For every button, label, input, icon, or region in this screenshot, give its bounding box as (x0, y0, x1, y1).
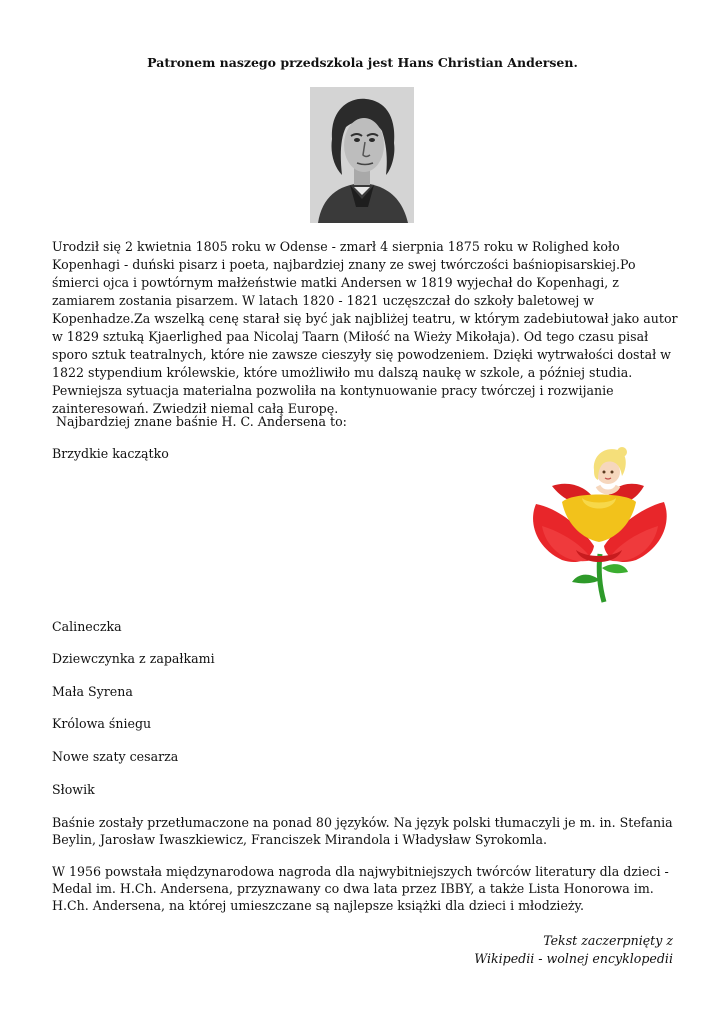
tale-item: Mała Syrena (52, 684, 133, 699)
thumbelina-flower-picture (522, 442, 677, 604)
tale-item: Calineczka (52, 619, 122, 634)
translations-paragraph: Baśnie zostały przetłumaczone na ponad 80 języków. Na język polski tłumaczyli je m. in. Stefania Beylin, Jarosław Iwaszkiewicz, Franciszek Mirandola i Władysław Syrokomla. (52, 815, 673, 847)
page-title: Patronem naszego przedszkola jest Hans Christian Andersen. (147, 55, 578, 70)
tale-item: Dziewczynka z zapałkami (52, 651, 215, 666)
tale-item: Brzydkie kaczątko (52, 446, 169, 461)
flower-fairy-illustration (522, 442, 677, 604)
tale-item: Królowa śniegu (52, 716, 152, 731)
tales-intro: Najbardziej znane baśnie H. C. Andersena to: (52, 414, 347, 429)
portrait-illustration (310, 87, 414, 223)
andersen-portrait (310, 87, 414, 223)
tale-item: Nowe szaty cesarza (52, 749, 179, 764)
biography-paragraph: Urodził się 2 kwietnia 1805 roku w Odense - zmarł 4 sierpnia 1875 roku w Rolighed koło Kopenhagi - duński pisarz i poeta, najbardziej znany ze swej twórczości baśniopisarskiej.Po śmierci ojca i powtórnym małżeństwie matki Andersen w 1819 wyjechał do Kopenhagi, z zamiarem zostania pisarzem. W latach 1820 - 1821 uczęszczał do szkoły baletowej w Kopenhadze.Za wszelką cenę starał się być jak najbliżej teatru, w którym zadebiutował jako autor w 1829 sztuką Kjaerlighed paa Nicolaj Taarn (Miłość na Wieży Mikołaja). Od tego czasu pisał sporo sztuk teatralnych, które nie zawsze cieszyły się powodzeniem. Dzięki wytrwałości dostał w 1822 stypendium królewskie, które umożliwiło mu dalszą naukę w szkole, a później studia. Pewniejsza sytuacja materialna pozwoliła na kontynuowanie pracy twórczej i rozwijanie zainteresowań. Zwiedził niemal całą Europę. (52, 239, 678, 416)
tale-item: Słowik (52, 782, 95, 797)
award-paragraph: W 1956 powstała międzynarodowa nagroda dla najwybitniejszych twórców literatury dla dzieci - Medal im. H.Ch. Andersena, przyznawany co dwa lata przez IBBY, a także Lista Honorowa im. H.Ch. Andersena, na której umieszczane są najlepsze książki dla dzieci i młodzieży. (52, 864, 669, 913)
source-credit-line1: Tekst zaczerpnięty z (543, 933, 673, 948)
source-credit-line2: Wikipedii - wolnej encyklopedii (474, 951, 673, 966)
